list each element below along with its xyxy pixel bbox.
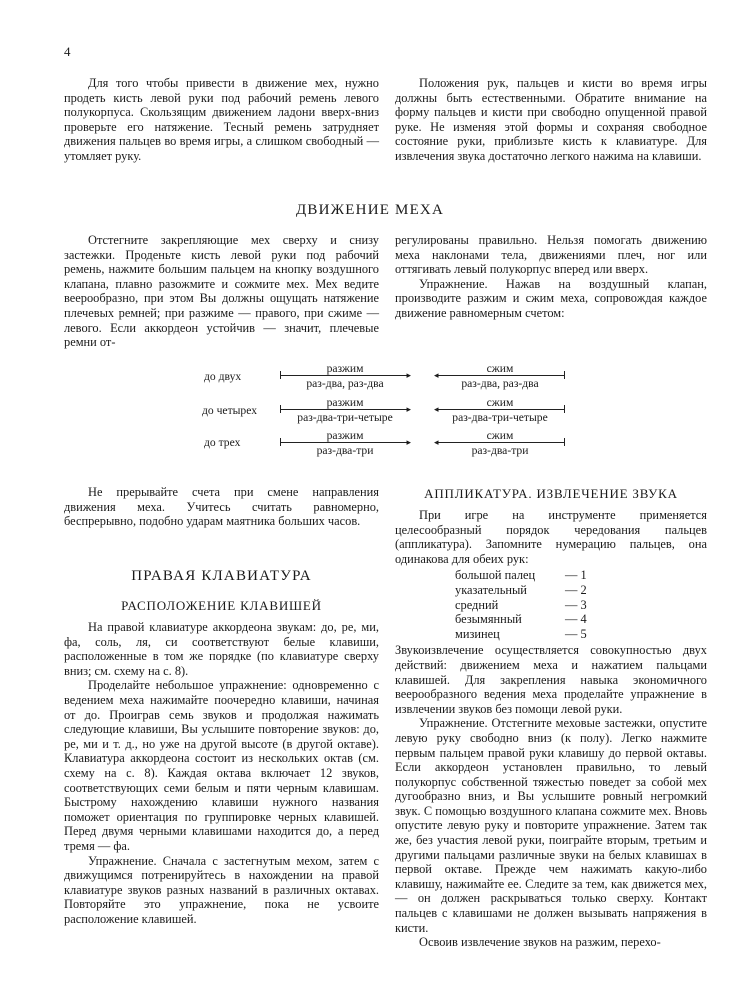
finger-number: — 4 xyxy=(565,612,587,627)
intro-right xyxy=(395,76,707,164)
finger-name: безымянный xyxy=(455,612,522,627)
bellows-right xyxy=(395,233,707,321)
arrow-head-icon: ▸ xyxy=(406,370,411,380)
heading-fingering: АППЛИКАТУРА. ИЗВЛЕЧЕНИЕ ЗВУКА xyxy=(424,486,678,501)
paragraph: На правой клавиатуре аккордеона звукам: до, ре, ми, фа, соль, ля, си соответствуют белые клавиши, расположенные в том же порядке (по клавиатуре сверху вниз; см. схему на с. 8). xyxy=(64,620,379,678)
finger-name: указательный xyxy=(455,582,527,597)
paragraph: Не прерывайте счета при смене направления движения меха. Учитесь считать равномерно, беспрерывно, подобно ударам маятника больших часов. xyxy=(64,485,379,529)
heading-key-layout: РАСПОЛОЖЕНИЕ КЛАВИШЕЙ xyxy=(121,598,322,613)
exercise-paragraph: Упражнение. Нажав на воздушный клапан, производите разжим и сжим меха, сопровождая каждое движение равномерным счетом: xyxy=(395,276,707,320)
open-arrow xyxy=(280,429,410,455)
heading-bellows: ДВИЖЕНИЕ МЕХА xyxy=(295,202,444,218)
fingering-right xyxy=(395,508,707,950)
arrow-bottom: раз-два, раз-два xyxy=(306,377,384,390)
page-number: 4 xyxy=(64,44,71,59)
finger-name: средний xyxy=(455,597,499,612)
count-diagram xyxy=(190,362,570,462)
exercise-paragraph: Упражнение. Отстегните меховые застежки, опустите левую руку свободно вниз (к полу). Легко нажмите первым пальцем правой руки клавишу до первой октавы. Если аккордеон установлен правильно, то левый полукорпус собственной тяжестью поведет за собой мех дугообразно вниз, и Вы услышите ровный негромкий звук. С помощью воздушного клапана сожмите мех. Вновь опустите левую руку и повторите упражнение. Затем так же, без участия левой руки, поиграйте вторым, третьим и другими пальцами различные звуки на белых клавишах в первой октаве. Прежде чем нажимать какую-либо клавишу, нажимайте ее. Следите за тем, как движется мех, — он должен раскрываться только сверху. Контакт пальцев с клавишами не должен вызывать напряжения в кисти. xyxy=(395,716,707,935)
arrow-bottom: раз-два, раз-два xyxy=(461,377,539,390)
arrow-top: разжим xyxy=(326,429,364,442)
bellows-left xyxy=(64,233,379,350)
heading-right-keyboard: ПРАВАЯ КЛАВИАТУРА xyxy=(131,568,312,584)
arrow-top: сжим xyxy=(486,429,514,442)
paragraph: При игре на инструменте применяется целесообразный порядок чередования пальцев (аппликатура). Запомните нумерацию пальцев, она одинакова для обеих рук: xyxy=(395,508,707,566)
paragraph: Проделайте небольшое упражнение: одновременно с ведением меха нажимайте поочередно клавиши, начиная от до. Проиграв семь звуков и продолжая нажимать следующие клавиши, Вы услышите повторение звуков: до, ре, ми и т. д., но уже на другой высоте (в другой октаве). Клавиатура аккордеона состоит из нескольких октав (см. схему на с. 8). Каждая октава включает 12 звуков, соответствующих семи белым и пяти черным клавишам. Быстрому нахождению клавиши нужного названия поможет ориентация по группировке черных клавишей. Перед двумя черными клавишами находится до, а перед тремя — фа. xyxy=(64,678,379,853)
close-arrow xyxy=(435,429,565,455)
open-arrow xyxy=(280,396,410,422)
finger-number: — 5 xyxy=(565,626,587,641)
finger-number: — 1 xyxy=(565,568,587,583)
close-arrow xyxy=(435,396,565,422)
row-label: до четырех xyxy=(202,404,258,417)
arrow-bottom: раз-два-три xyxy=(471,444,529,457)
exercise-paragraph: Упражнение. Сначала с застегнутым мехом, затем с движущимся потренируйтесь в нахождении на правой клавиатуре звуков разных названий в различных октавах. Повторяйте это упражнение, пока не усвоите расположение клавишей. xyxy=(64,853,379,926)
list-item xyxy=(455,627,707,642)
arrow-top: разжим xyxy=(326,362,364,375)
finger-number: — 3 xyxy=(565,597,587,612)
paragraph: Освоив извлечение звуков на разжим, перехо- xyxy=(419,935,661,950)
row-label: до двух xyxy=(204,370,242,383)
bellows-note xyxy=(64,485,379,529)
arrow-head-icon: ◂ xyxy=(434,370,439,380)
intro-left xyxy=(64,76,379,164)
paragraph: Отстегните закрепляющие мех сверху и снизу застежки. Проденьте кисть левой руки под рабочий ремень, нажмите большим пальцем на кнопку воздушного клапана, плавно разожмите и сожмите мех. Мех ведите веерообразно, при этом Вы должны ощущать натяжение плечевых ремней; при разжиме — правого, при сжиме — левого. Если аккордеон устойчив — значит, плечевые ремни от- xyxy=(64,233,379,350)
arrow-top: сжим xyxy=(486,362,514,375)
arrow-top: разжим xyxy=(326,396,364,409)
finger-name: большой палец xyxy=(455,568,536,583)
arrow-bottom: раз-два-три xyxy=(316,444,374,457)
open-arrow xyxy=(280,362,410,388)
list-item xyxy=(455,598,707,613)
paragraph: Положения рук, пальцев и кисти во время игры должны быть естественными. Обратите внимание на форму пальцев и кисти при свободно опущенной правой руке. Не изменяя этой формы и сохраняя свободное состояние руки, приблизьте кисть к клавиатуре. Для извлечения звука достаточно легкого нажима на клавиши. xyxy=(395,76,707,163)
finger-number: — 2 xyxy=(565,582,587,597)
arrow-head-icon: ◂ xyxy=(434,437,439,447)
arrow-head-icon: ▸ xyxy=(406,437,411,447)
paragraph: Звукоизвлечение осуществляется совокупностью двух действий: движением меха и нажатием пальцами клавишей. Для закрепления навыка экономичного веерообразного ведения меха проделайте упражнение в извлечении звуков без помощи левой руки. xyxy=(395,643,707,716)
close-arrow xyxy=(435,362,565,388)
arrow-head-icon: ◂ xyxy=(434,404,439,414)
list-item xyxy=(455,612,707,627)
list-item xyxy=(455,568,707,583)
list-item xyxy=(455,583,707,598)
finger-name: мизинец xyxy=(455,626,500,641)
row-label: до трех xyxy=(204,436,241,449)
paragraph: Для того чтобы привести в движение мех, нужно продеть кисть левой руки под рабочий ремень левого полукорпуса. Скользящим движением ладони вверх-вниз проверьте его натяжение. Тесный ремень затрудняет движения пальцев во время игры, а слишком свободный — утомляет руку. xyxy=(64,76,379,163)
arrow-bottom: раз-два-три-четыре xyxy=(297,411,393,424)
keys-left xyxy=(64,620,379,926)
finger-numbering-list xyxy=(455,568,707,641)
paragraph: регулированы правильно. Нельзя помогать движению меха наклонами тела, движениями плеч, ног или оттягивать левый полукорпус вперед или вверх. xyxy=(395,233,707,277)
arrow-bottom: раз-два-три-четыре xyxy=(452,411,548,424)
arrow-head-icon: ▸ xyxy=(406,404,411,414)
arrow-top: сжим xyxy=(486,396,514,409)
